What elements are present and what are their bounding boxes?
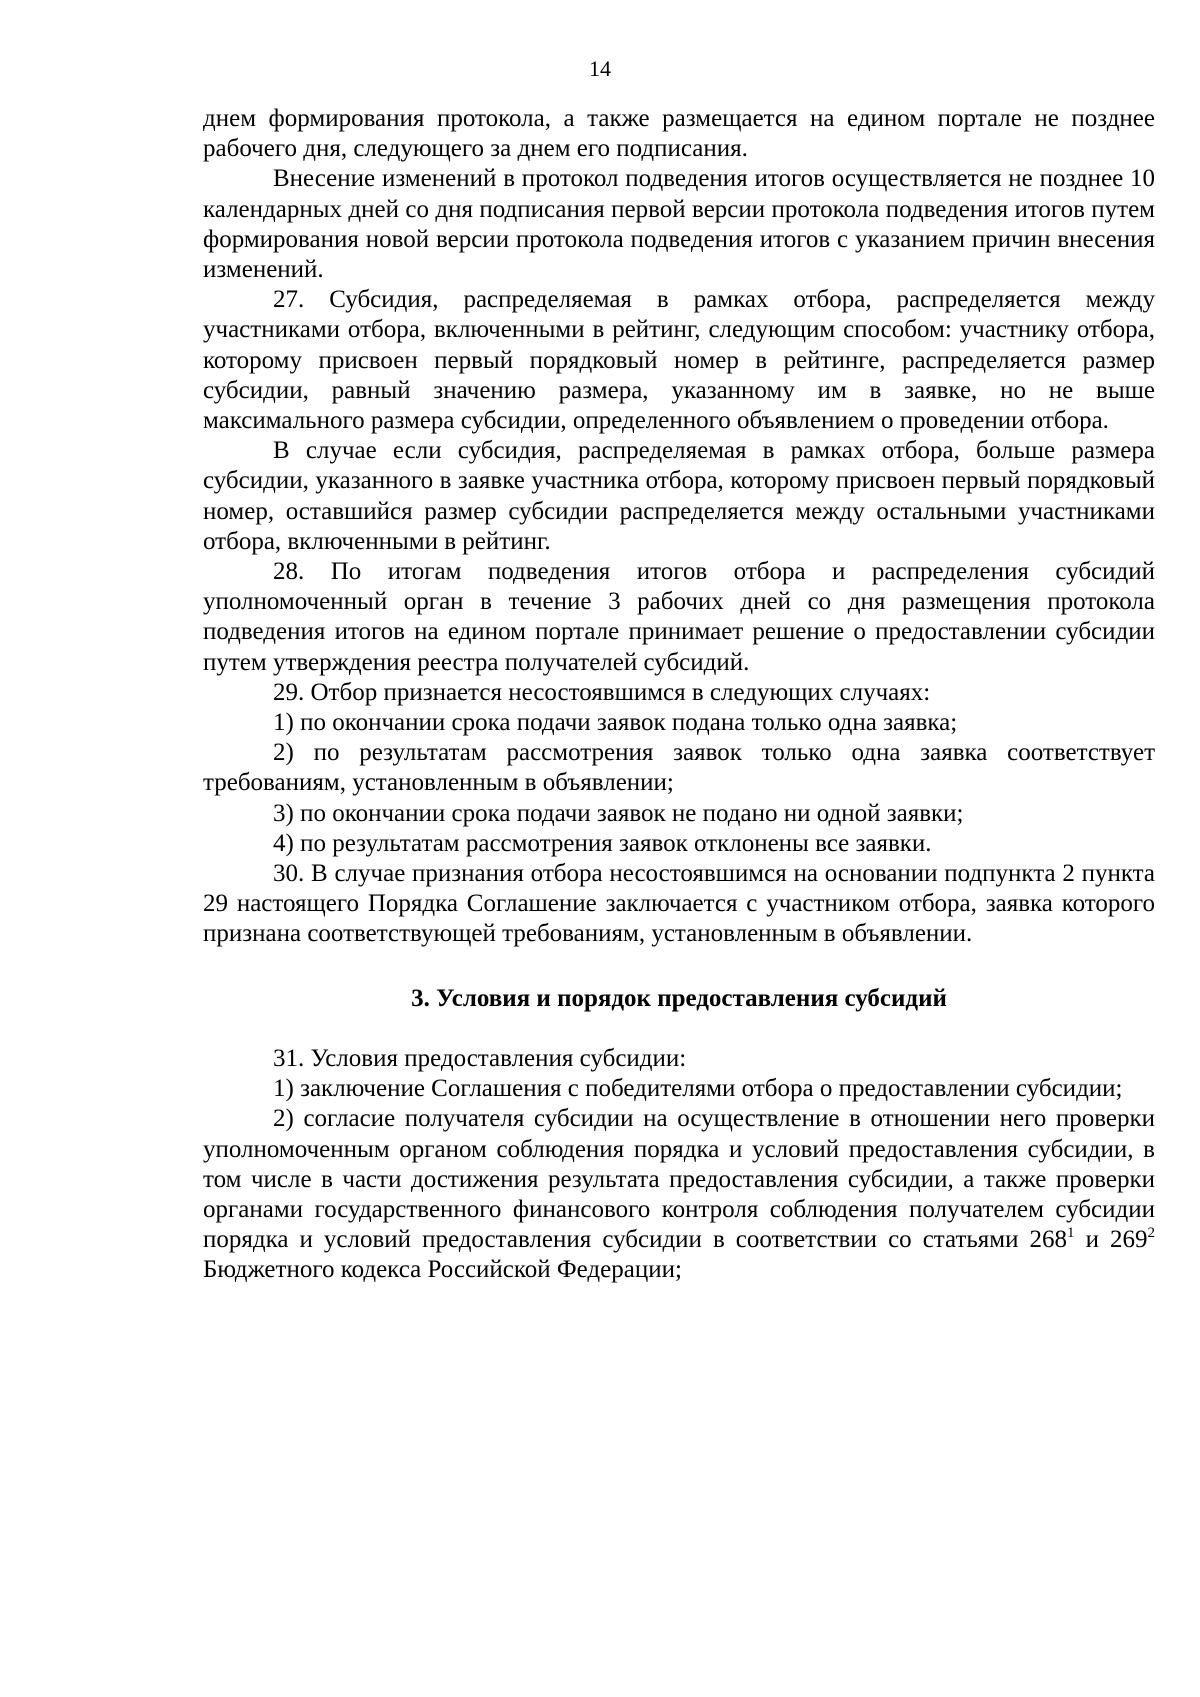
section-heading: 3. Условия и порядок предоставления субсидий [411,984,947,1012]
paragraph-item-29-4: 4) по результатам рассмотрения заявок отклонены все заявки. [273,829,932,857]
paragraph-item-27: 27. Субсидия, распределяемая в рамках отбора, распределяется между участниками отбора, включенными в рейтинг, следующим способом: участнику отбора, которому присвоен первый порядковый номер в рейтинге, распределяется размер субсидии, равный значению размера, указанному им в заявке, но не выше максимального размера субсидии, определенного объявлением о проведении отбора. [203,286,1155,435]
paragraph-item-29-3: 3) по окончании срока подачи заявок не подано ни одной заявки; [273,799,964,827]
article-269: 269 [1110,1226,1148,1254]
paragraph-item-31-1: 1) заключение Соглашения с победителями отбора о предоставлении субсидии; [273,1075,1123,1103]
conjunction: и [1085,1226,1099,1254]
paragraph-item-30: 30. В случае признания отбора несостоявшимся на основании подпункта 2 пункта 29 настоящего Порядка Соглашение заключается с участником отбора, заявка которого признана соответствующей требованиям, установленным в объявлении. [203,860,1155,948]
article-268-superscript: 1 [1067,1225,1075,1242]
paragraph-item-28: 28. По итогам подведения итогов отбора и распределения субсидий уполномоченный орган в течение 3 рабочих дней со дня размещения протокола подведения итогов на едином портале принимает решение о предоставлении субсидии путем утверждения реестра получателей субсидий. [203,558,1155,676]
paragraph-item-29: 29. Отбор признается несостоявшимся в следующих случаях: [273,678,931,706]
paragraph-remaining-subsidy: В случае если субсидия, распределяемая в рамках отбора, больше размера субсидии, указанного в заявке участника отбора, которому присвоен первый порядковый номер, оставшийся размер субсидии распределяется между остальными участниками отбора, включенными в рейтинг. [203,437,1155,555]
paragraph-item-31-2 [203,1104,1155,1285]
paragraph-protocol-changes: Внесение изменений в протокол подведения итогов осуществляется не позднее 10 календарных дней со дня подписания первой версии протокола подведения итогов путем формирования новой версии протокола подведения итогов с указанием причин внесения изменений. [203,165,1155,284]
paragraph-item-31-2-text: 2) согласие получателя субсидии на осуществление в отношении него проверки уполномоченным органом соблюдения порядка и условий предоставления субсидии, в том числе в части достижения результата предоставления субсидии, а также проверки органами государственного финансового контроля соблюдения получателем субсидии порядка и условий предоставления субсидии в соответствии со статьями [203,1105,1155,1254]
paragraph-item-29-1: 1) по окончании срока подачи заявок подана только одна заявка; [273,709,958,737]
page-number: 14 [589,56,611,81]
article-268: 268 [1029,1226,1068,1254]
document-body [203,104,1155,1286]
paragraph-continuation: днем формирования протокола, а также размещается на едином портале не позднее рабочего дня, следующего за днем его подписания. [203,105,1155,163]
paragraph-item-31: 31. Условия предоставления субсидии: [273,1044,687,1072]
paragraph-item-31-2-tail: Бюджетного кодекса Российской Федерации; [203,1256,682,1284]
paragraph-item-29-2: 2) по результатам рассмотрения заявок только одна заявка соответствует требованиям, установленным в объявлении; [203,739,1155,797]
article-269-superscript: 2 [1147,1225,1155,1242]
